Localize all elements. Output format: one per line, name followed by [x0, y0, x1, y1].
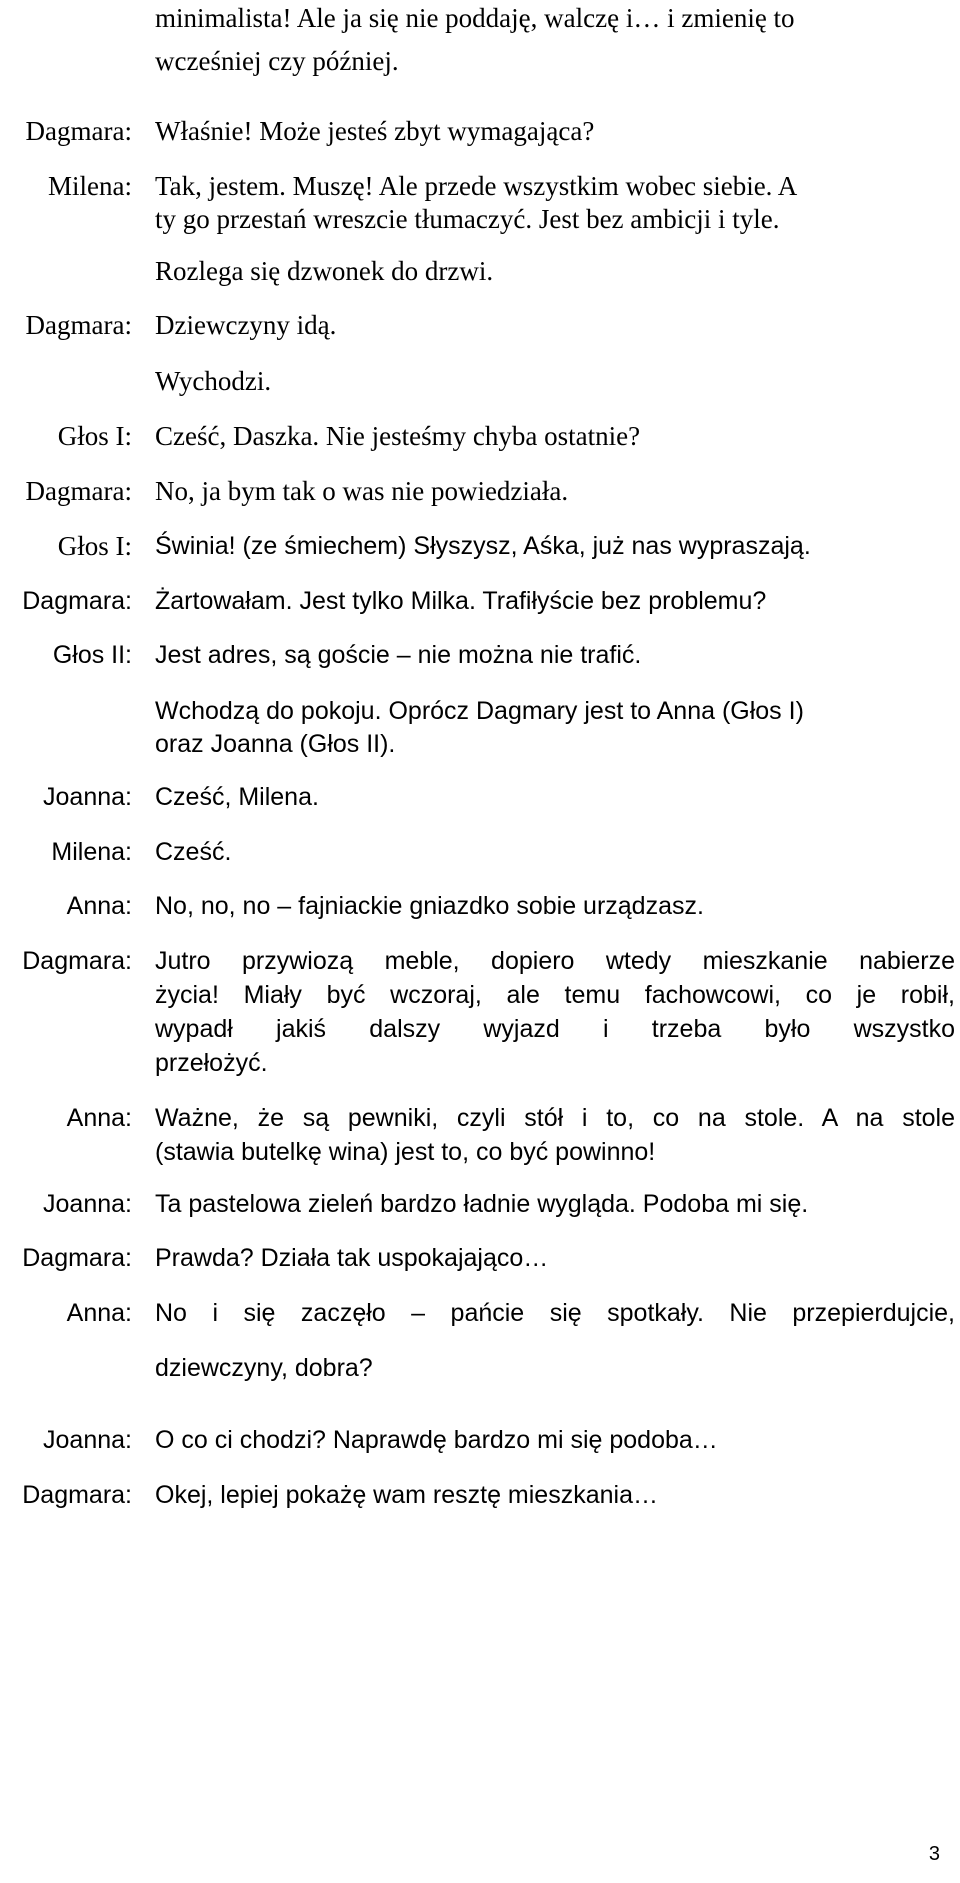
dialogue-line: Cześć, Milena. [155, 783, 319, 811]
dialogue-line: (stawia butelkę wina) jest to, co być powinno! [155, 1138, 656, 1166]
dialogue-line: życia! Miały być wczoraj, ale temu fachowcowi, co je robił, [155, 981, 955, 1009]
dialogue-line: Jutro przywiozą meble, dopiero wtedy mieszkanie nabierze [155, 947, 955, 975]
speaker-label: Głos I: [57, 421, 132, 451]
dialogue-line: Żartowałam. Jest tylko Milka. Trafiłyście bez problemu? [155, 587, 767, 615]
speaker-label: Milena: [51, 838, 132, 866]
dialogue-line: No, ja bym tak o was nie powiedziała. [155, 476, 569, 506]
speaker-label: Joanna: [43, 1190, 132, 1218]
speaker-label: Dagmara: [22, 587, 132, 615]
dialogue-line: Cześć, Daszka. Nie jesteśmy chyba ostatnie? [155, 421, 641, 451]
dialogue-line: Właśnie! Może jesteś zbyt wymagająca? [155, 116, 595, 146]
speaker-label: Dagmara: [22, 1481, 132, 1509]
dialogue-line: Prawda? Działa tak uspokajająco… [155, 1244, 549, 1272]
stage-direction: oraz Joanna (Głos II). [155, 730, 396, 758]
dialogue-line: O co ci chodzi? Naprawdę bardzo mi się podoba… [155, 1426, 718, 1454]
stage-direction: Wchodzą do pokoju. Oprócz Dagmary jest to Anna (Głos I) [155, 697, 804, 725]
speaker-label: Anna: [66, 892, 132, 920]
speaker-label: Joanna: [43, 783, 132, 811]
dialogue-line: wypadł jakiś dalszy wyjazd i trzeba było wszystko [155, 1015, 955, 1043]
speaker-label: Dagmara: [25, 310, 132, 340]
dialogue-line: Dziewczyny idą. [155, 310, 337, 340]
speaker-label: Dagmara: [22, 1244, 132, 1272]
speaker-label: Milena: [48, 171, 132, 201]
dialogue-line: Ważne, że są pewniki, czyli stół i to, co na stole. A na stole [155, 1104, 955, 1132]
dialogue-line: wcześniej czy później. [155, 46, 399, 76]
dialogue-line: dziewczyny, dobra? [155, 1354, 373, 1382]
speaker-label: Joanna: [43, 1426, 132, 1454]
speaker-label: Głos II: [52, 641, 132, 669]
speaker-label: Dagmara: [25, 116, 132, 146]
speaker-label: Anna: [66, 1104, 132, 1132]
dialogue-line: minimalista! Ale ja się nie poddaję, walczę i… i zmienię to [155, 3, 795, 33]
stage-direction: Rozlega się dzwonek do drzwi. [155, 256, 494, 286]
dialogue-line: No, no, no – fajniackie gniazdko sobie urządzasz. [155, 892, 704, 920]
dialogue-line: Ta pastelowa zieleń bardzo ładnie wygląda. Podoba mi się. [155, 1190, 809, 1218]
dialogue-line: Świnia! (ze śmiechem) Słyszysz, Aśka, już nas wypraszają. [155, 532, 811, 560]
stage-direction: Wychodzi. [155, 366, 272, 396]
page-number: 3 [928, 1843, 940, 1865]
dialogue-line: przełożyć. [155, 1049, 268, 1077]
dialogue-line: Okej, lepiej pokażę wam resztę mieszkania… [155, 1481, 658, 1509]
speaker-label: Głos I: [57, 531, 132, 561]
dialogue-line: ty go przestań wreszcie tłumaczyć. Jest bez ambicji i tyle. [155, 204, 780, 234]
dialogue-line: Jest adres, są goście – nie można nie trafić. [155, 641, 642, 669]
dialogue-line: Tak, jestem. Muszę! Ale przede wszystkim wobec siebie. A [155, 171, 798, 201]
speaker-label: Dagmara: [22, 947, 132, 975]
dialogue-line: No i się zaczęło – pańcie się spotkały. Nie przepierdujcie, [155, 1299, 955, 1327]
dialogue-line: Cześć. [155, 838, 232, 866]
speaker-label: Anna: [66, 1299, 132, 1327]
speaker-label: Dagmara: [25, 476, 132, 506]
